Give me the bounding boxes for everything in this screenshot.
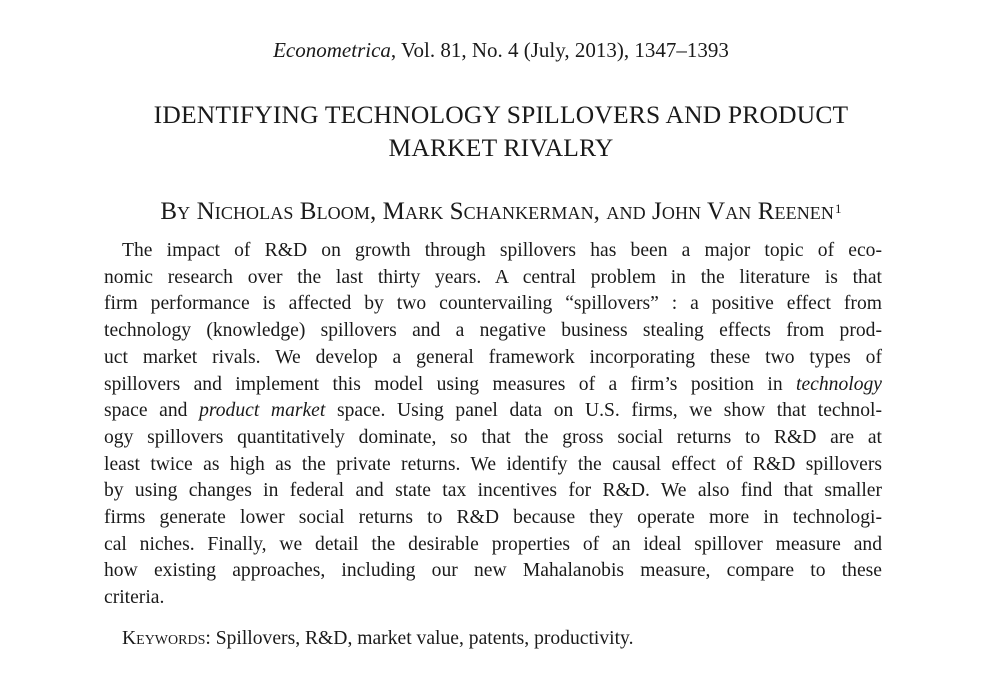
abstract-italic-technology: technology	[796, 373, 882, 395]
abstract-line: uct market rivals. We develop a general framework incorporating these two types of	[104, 346, 882, 368]
title-line-1: IDENTIFYING TECHNOLOGY SPILLOVERS AND PRODUCT	[153, 100, 849, 129]
abstract-text: spillovers and implement this model using measures of a firm’s position in	[104, 373, 797, 395]
abstract-line-mixed	[104, 398, 882, 425]
abstract-text: space. Using panel data on U.S. firms, we show that technol-	[325, 400, 882, 422]
abstract-line-mixed	[104, 372, 882, 399]
abstract-line: The impact of R&D on growth through spillovers has been a major topic of eco-	[122, 240, 882, 261]
author-line	[0, 196, 1002, 228]
author-footnote-mark: 1	[835, 201, 842, 216]
abstract-line: by using changes in federal and state tax incentives for R&D. We also find that smaller	[104, 480, 882, 502]
abstract-line: technology (knowledge) spillovers and a negative business stealing effects from prod-	[104, 320, 882, 342]
abstract-line: nomic research over the last thirty years. A central problem in the literature is that	[104, 266, 882, 288]
abstract-italic-product-market: product market	[199, 400, 326, 422]
abstract-line: firms generate lower social returns to R&D because they operate more in technologi-	[104, 507, 882, 529]
abstract	[104, 238, 882, 612]
title-line-2: MARKET RIVALRY	[388, 133, 614, 162]
abstract-line: cal niches. Finally, we detail the desirable properties of an ideal spillover measure and	[104, 533, 882, 555]
journal-citation	[0, 36, 1002, 64]
abstract-line: least twice as high as the private returns. We identify the causal effect of R&D spillovers	[104, 453, 882, 475]
abstract-line: firm performance is affected by two countervailing “spillovers” : a positive effect from	[104, 293, 882, 315]
keywords	[122, 626, 633, 652]
author-names: By Nicholas Bloom, Mark Schankerman, and John Van Reenen	[160, 198, 835, 225]
citation-details: , Vol. 81, No. 4 (July, 2013), 1347–1393	[390, 38, 729, 62]
keywords-label: Keywords:	[122, 628, 211, 649]
abstract-line: ogy spillovers quantitatively dominate, so that the gross social returns to R&D are at	[104, 426, 882, 448]
journal-name: Econometrica	[273, 38, 391, 62]
abstract-line: criteria.	[104, 587, 165, 609]
paper-title	[0, 98, 1002, 164]
abstract-line: how existing approaches, including our new Mahalanobis measure, compare to these	[104, 560, 882, 582]
abstract-text: space and	[104, 400, 200, 422]
keywords-list: Spillovers, R&D, market value, patents, productivity.	[210, 628, 634, 649]
